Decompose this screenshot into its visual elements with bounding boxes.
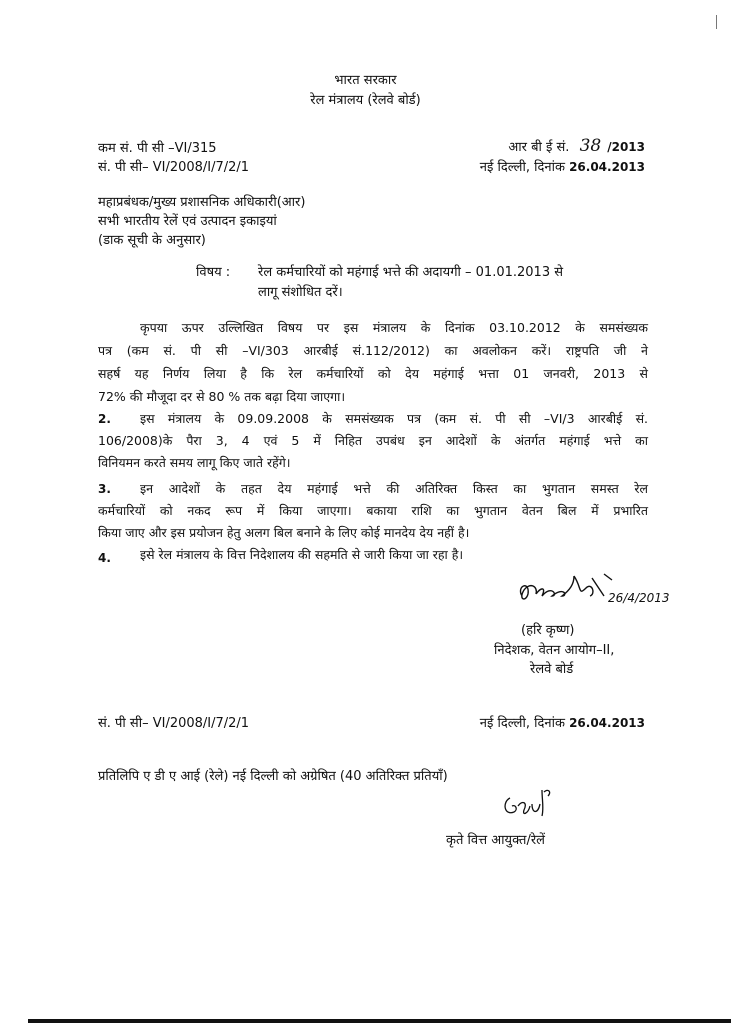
addressee-line-1: महाप्रबंधक/मुख्य प्रशासनिक अधिकारी(आर) — [98, 195, 306, 210]
para-1-line: 72% की मौजूदा दर से 80 % तक बढ़ा दिया जाएगा। — [98, 389, 346, 404]
footer-date-prefix: नई दिल्ली, दिनांक — [479, 716, 565, 731]
copy-to-line: प्रतिलिपि ए डी ए आई (रेले) नई दिल्ली को अग्रेषित (40 अतिरिक्त प्रतियाँ) — [98, 769, 448, 784]
rbe-number: 38 — [579, 136, 602, 156]
subject-line-1: रेल कर्मचारियों को महंगाई भत्ते की अदायगी – 01.01.2013 से — [258, 265, 564, 280]
footer-date-value: 26.04.2013 — [569, 716, 645, 730]
para-2-number: 2. — [98, 412, 111, 426]
para-2-line: विनियमन करते समय लागू किए जाते रहेंगे। — [98, 455, 291, 470]
paragraph-2 — [98, 408, 648, 474]
para-3-line: इन आदेशों के तहत देय महंगाई भत्ते की अतिरिक्त किस्त का भुगतान समस्त रेल — [140, 481, 648, 496]
header-line-1: भारत सरकार — [334, 73, 397, 88]
para-1-line: सहर्ष यह निर्णय लिया है कि रेल कर्मचारियों को देय महंगाई भत्ता 01 जनवरी, 2013 से — [98, 366, 648, 381]
signature-date: 26/4/2013 — [608, 591, 670, 605]
ref-right-1 — [508, 136, 645, 156]
ref-left-1: कम सं. पी सी –VI/315 — [98, 141, 217, 156]
director-signature — [512, 566, 682, 618]
para-2-line: इस मंत्रालय के 09.09.2008 के समसंख्यक पत्र (कम सं. पी सी –VI/3 आरबीई सं. — [140, 411, 648, 426]
para-4-number: 4. — [98, 551, 111, 565]
addressee-line-2: सभी भारतीय रेलें एवं उत्पादन इकाइयां — [98, 214, 277, 229]
rbe-prefix: आर बी ई सं. — [508, 140, 570, 155]
footer-ref-number: सं. पी सी– VI/2008/I/7/2/1 — [98, 716, 250, 731]
copy-signoff: कृते वित्त आयुक्त/रेलें — [446, 833, 545, 848]
signatory-office: रेलवे बोर्ड — [530, 662, 574, 677]
addressee-line-3: (डाक सूची के अनुसार) — [98, 233, 206, 248]
page-bottom-rule — [28, 1019, 731, 1023]
para-3-line: किया जाए और इस प्रयोजन हेतु अलग बिल बनाने के लिए कोई मानदेय देय नहीं है। — [98, 525, 470, 540]
subject-line-2: लागू संशोधित दरें। — [258, 285, 343, 300]
para-4-text: इसे रेल मंत्रालय के वित्त निदेशालय की सहमति से जारी किया जा रहा है। — [140, 547, 464, 562]
paragraph-3 — [98, 478, 648, 544]
signatory-name: (हरि कृष्ण) — [521, 623, 575, 638]
scan-mark — [716, 15, 717, 29]
finance-signature — [498, 784, 558, 824]
para-2-line: 106/2008)के पैरा 3, 4 एवं 5 में निहित उपबंध इन आदेशों के अंतर्गत महंगाई भत्ते का — [98, 433, 648, 448]
para-1-line: पत्र (कम सं. पी सी –VI/303 आरबीई सं.112/2012) का अवलोकन करें। राष्ट्रपति जी ने — [98, 343, 648, 358]
signatory-designation: निदेशक, वेतन आयोग–II, — [494, 643, 615, 658]
footer-ref-date — [480, 713, 645, 731]
date-prefix: नई दिल्ली, दिनांक — [479, 160, 565, 175]
date-value: 26.04.2013 — [569, 160, 645, 174]
para-3-line: कर्मचारियों को नकद रूप में किया जाएगा। बकाया राशि का भुगतान वेतन बिल में प्रभारित — [98, 503, 648, 518]
ref-right-2 — [480, 157, 645, 175]
subject-label: विषय : — [196, 265, 231, 280]
para-1-line: कृपया ऊपर उल्लिखित विषय पर इस मंत्रालय के दिनांक 03.10.2012 के समसंख्यक — [140, 320, 648, 335]
rbe-year: /2013 — [607, 140, 645, 154]
para-3-number: 3. — [98, 482, 111, 496]
header-line-2: रेल मंत्रालय (रेलवे बोर्ड) — [310, 93, 421, 108]
ref-left-2: सं. पी सी– VI/2008/I/7/2/1 — [98, 160, 250, 175]
paragraph-1 — [98, 316, 648, 408]
